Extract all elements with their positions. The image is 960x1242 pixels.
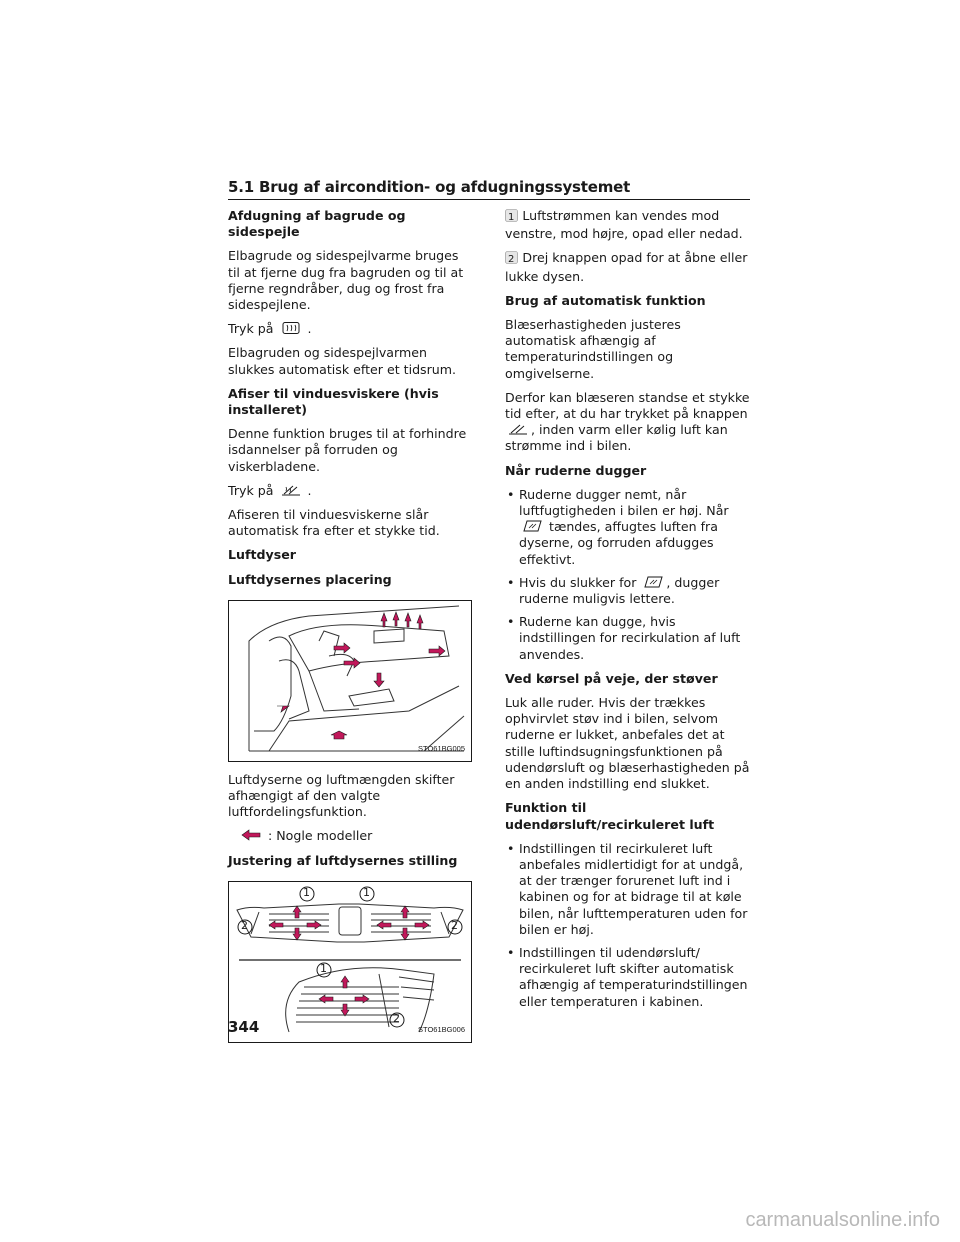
- figure-callout-1: 1: [320, 961, 327, 975]
- callout-text: Luftstrømmen kan vendes mod venstre, mod højre, opad eller nedad.: [505, 208, 743, 242]
- callout-number: 1: [508, 212, 515, 223]
- heading-recirc: Funktion til udendørsluft/recirkuleret luft: [505, 800, 715, 832]
- paragraph-wiper: Denne funktion bruges til at forhindre isdannelser på forruden og viskerbladene.: [228, 426, 467, 474]
- paragraph-rear-defog: Elbagrude og sidespejlvarme bruges til at fjerne dug fra bagruden og til at fjerne regndråber, dug og frost fra sidespejlene.: [228, 248, 464, 313]
- right-column: [505, 208, 751, 1018]
- text-part: Derfor kan blæseren standse et stykke tid efter, at du har trykket på knappen: [505, 389, 750, 422]
- press-suffix: .: [307, 321, 312, 337]
- paragraph-vents-change: Luftdyserne og luftmængden skifter afhængigt af den valgte luftfordelingsfunktion.: [228, 771, 455, 820]
- list-item: • Indstillingen til recirkuleret luft anbefales midlertidigt for at undgå, at der trænger forurenet luft ind i kabinen og for at bidrage til at køle bilen, når lufttemperaturen uden for bilen er høj.: [505, 841, 751, 938]
- heading-dusty-roads: Ved kørsel på veje, der støver: [505, 670, 718, 686]
- callout-number: 2: [508, 254, 515, 266]
- list-item: • Indstillingen til udendørsluft/ recirkuleret luft skifter automatisk afhængig af temperaturindstillingen eller temperaturen i kabinen.: [505, 945, 751, 1010]
- heading-vent-location: Luftdysernes placering: [228, 571, 392, 587]
- ac-icon: [521, 519, 543, 533]
- note-some-models: [228, 828, 474, 844]
- press-prefix: Tryk på: [228, 482, 274, 498]
- list-item: [505, 575, 751, 607]
- left-column: [228, 208, 474, 1053]
- press-prefix: Tryk på: [228, 321, 274, 337]
- paragraph-rear-off: Elbagruden og sidespejlvarmen slukkes automatisk efter et tidsrum.: [228, 345, 457, 377]
- heading-adjust-vents: Justering af luftdysernes stilling: [228, 852, 458, 868]
- car-interior-illustration: [229, 601, 471, 761]
- heading-windows-fog: Når ruderne dugger: [505, 462, 647, 478]
- figure-vent-locations: [228, 600, 472, 762]
- adjustment-arrows: [269, 906, 429, 1016]
- figure-code: STO61BG005: [418, 743, 465, 753]
- press-instruction-rear: [228, 321, 474, 337]
- text-part: , dugger ruderne muligvis lettere.: [519, 574, 720, 607]
- paragraph-dust: Luk alle ruder. Hvis der trækkes ophvirvlet støv ind i bilen, selvom ruderne er lukket, anbefales det at stille luftindsugningsfunktionen på udendørsluft og blæserhastigheden på en anden indstilling end slukket.: [505, 695, 750, 792]
- press-instruction-wiper: [228, 483, 474, 499]
- section-title: 5.1 Brug af aircondition- og afdugningssystemet: [228, 178, 750, 200]
- ac-icon: [642, 575, 664, 589]
- heading-rear-defog: Afdugning af bagrude og sidespejle: [228, 208, 406, 240]
- some-models-arrow-icon: [240, 828, 262, 842]
- recirc-list: [505, 841, 751, 1010]
- figure-code: STO61BG006: [418, 1024, 465, 1034]
- text-part: , inden varm eller kølig luft kan strømme ind i bilen.: [505, 422, 728, 454]
- figure-callout-2: 2: [451, 918, 458, 932]
- note-text: : Nogle modeller: [268, 828, 373, 844]
- wiper-deicer-icon: [280, 483, 302, 497]
- paragraph-wiper-off: Afiseren til vinduesviskerne slår automatisk fra efter et stykke tid.: [228, 507, 440, 539]
- text-part: Ruderne dugger nemt, når luftfugtigheden i bilen er høj. Når: [519, 486, 729, 519]
- text-part: tændes, affugtes luften fra dyserne, og forruden afdugges effektivt.: [519, 519, 718, 567]
- figure-callout-1: 1: [363, 885, 370, 899]
- watermark: carmanualsonline.info: [745, 1209, 940, 1231]
- figure-vent-adjustment: [228, 881, 472, 1043]
- heading-vents: Luftdyser: [228, 547, 296, 563]
- list-item: [505, 487, 751, 568]
- paragraph-auto-1: Blæserhastigheden justeres automatisk afhængig af temperaturindstillingen og omgivelserne.: [505, 317, 681, 381]
- vent-adjustment-illustration: [229, 882, 471, 1042]
- text-part: Hvis du slukker for: [519, 574, 637, 590]
- heading-auto-mode: Brug af automatisk funktion: [505, 292, 706, 308]
- page-number: 344: [228, 1018, 260, 1036]
- figure-callout-2: 2: [393, 1011, 400, 1025]
- press-suffix: .: [307, 482, 312, 498]
- callout-text: Drej knappen opad for at åbne eller lukke dysen.: [505, 250, 748, 284]
- rear-defogger-icon: [280, 321, 302, 335]
- list-item: • Ruderne kan dugge, hvis indstillingen for recirkulation af luft anvendes.: [505, 614, 751, 663]
- callout-item-2: [505, 250, 751, 284]
- figure-callout-2: 2: [241, 918, 248, 932]
- fog-list: [505, 487, 751, 663]
- callout-item-1: [505, 208, 751, 242]
- paragraph-auto-2: [505, 390, 751, 455]
- windshield-defog-icon: [507, 422, 529, 436]
- heading-wiper-deicer: Afiser til vinduesviskere (hvis installeret): [228, 385, 439, 418]
- figure-callout-1: 1: [303, 885, 310, 899]
